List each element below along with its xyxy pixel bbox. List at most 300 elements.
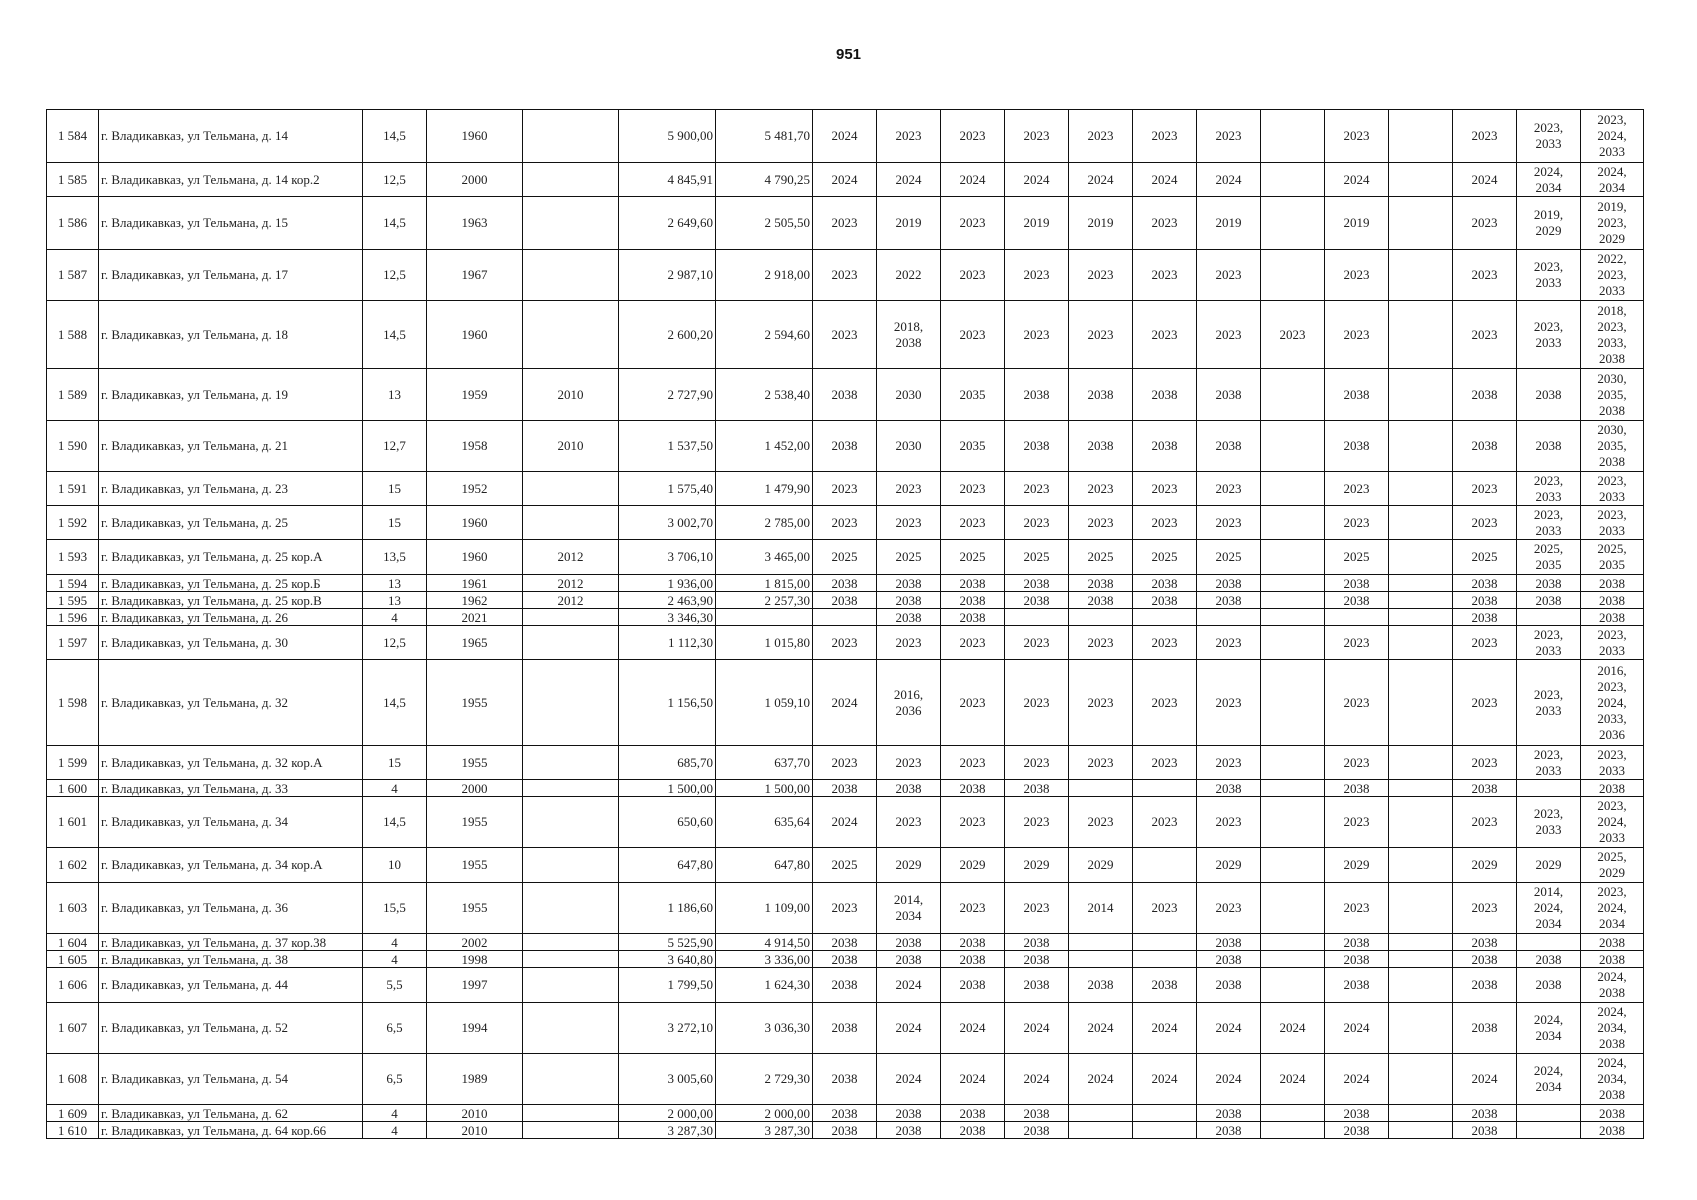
table-cell-c12 [1069, 1105, 1133, 1122]
table-cell-c5 [523, 301, 619, 369]
table-cell-number: 1 584 [47, 110, 99, 163]
table-cell-c20: 2038 [1581, 609, 1644, 626]
table-row [47, 421, 1644, 472]
table-cell-number: 1 608 [47, 1054, 99, 1105]
table-cell-c9: 2038 [877, 1122, 941, 1139]
table-cell-c15 [1261, 626, 1325, 660]
table-cell-c14: 2023 [1197, 660, 1261, 746]
table-cell-c3: 14,5 [363, 301, 427, 369]
table-cell-c10: 2025 [941, 540, 1005, 575]
table-cell-c20: 2022, 2023, 2033 [1581, 250, 1644, 301]
table-cell-c13: 2038 [1133, 575, 1197, 592]
table-cell-c15 [1261, 951, 1325, 968]
table-row [47, 780, 1644, 797]
table-cell-c13: 2038 [1133, 968, 1197, 1003]
table-cell-c11: 2023 [1005, 250, 1069, 301]
table-cell-c6: 5 525,90 [619, 934, 716, 951]
table-row [47, 746, 1644, 780]
table-cell-c19: 2023, 2033 [1517, 626, 1581, 660]
table-cell-c19: 2023, 2033 [1517, 250, 1581, 301]
table-cell-address: г. Владикавказ, ул Тельмана, д. 52 [99, 1003, 363, 1054]
table-cell-c12: 2023 [1069, 110, 1133, 163]
table-cell-c12: 2023 [1069, 626, 1133, 660]
table-cell-c18: 2023 [1453, 746, 1517, 780]
table-cell-c14: 2023 [1197, 301, 1261, 369]
table-cell-c6: 3 346,30 [619, 609, 716, 626]
table-cell-c3: 4 [363, 1122, 427, 1139]
table-cell-c3: 13 [363, 575, 427, 592]
table-cell-c6: 3 287,30 [619, 1122, 716, 1139]
table-cell-address: г. Владикавказ, ул Тельмана, д. 33 [99, 780, 363, 797]
table-cell-number: 1 600 [47, 780, 99, 797]
table-cell-c5 [523, 797, 619, 848]
table-cell-c11: 2038 [1005, 951, 1069, 968]
table-cell-c14: 2038 [1197, 575, 1261, 592]
table-cell-c4: 1989 [427, 1054, 523, 1105]
table-cell-c6: 2 987,10 [619, 250, 716, 301]
table-cell-c7: 1 059,10 [716, 660, 813, 746]
table-cell-c9: 2024 [877, 1003, 941, 1054]
table-cell-c13: 2023 [1133, 110, 1197, 163]
table-cell-number: 1 605 [47, 951, 99, 968]
table-cell-c19: 2024, 2034 [1517, 1003, 1581, 1054]
table-cell-address: г. Владикавказ, ул Тельмана, д. 18 [99, 301, 363, 369]
table-cell-c10: 2038 [941, 968, 1005, 1003]
table-cell-c17 [1389, 934, 1453, 951]
table-row [47, 609, 1644, 626]
table-cell-c4: 2000 [427, 780, 523, 797]
table-cell-c5 [523, 626, 619, 660]
table-cell-c19 [1517, 1105, 1581, 1122]
table-cell-c12: 2038 [1069, 592, 1133, 609]
table-cell-c13: 2038 [1133, 592, 1197, 609]
table-cell-address: г. Владикавказ, ул Тельмана, д. 25 кор.Б [99, 575, 363, 592]
table-cell-c15 [1261, 472, 1325, 506]
table-cell-c4: 1955 [427, 848, 523, 883]
table-cell-c12: 2023 [1069, 746, 1133, 780]
table-cell-c3: 14,5 [363, 660, 427, 746]
table-cell-c5 [523, 1122, 619, 1139]
table-cell-address: г. Владикавказ, ул Тельмана, д. 23 [99, 472, 363, 506]
table-cell-c5 [523, 746, 619, 780]
table-cell-c18: 2038 [1453, 951, 1517, 968]
table-cell-c14: 2038 [1197, 1122, 1261, 1139]
table-cell-c19 [1517, 934, 1581, 951]
table-cell-c13 [1133, 1105, 1197, 1122]
table-cell-c18: 2025 [1453, 540, 1517, 575]
table-cell-c19: 2024, 2034 [1517, 1054, 1581, 1105]
table-cell-c12: 2023 [1069, 660, 1133, 746]
table-cell-c9: 2023 [877, 110, 941, 163]
table-cell-c17 [1389, 1054, 1453, 1105]
table-cell-c10: 2038 [941, 780, 1005, 797]
table-row [47, 163, 1644, 197]
table-cell-c11: 2023 [1005, 472, 1069, 506]
table-cell-c20: 2023, 2024, 2033 [1581, 110, 1644, 163]
table-cell-number: 1 603 [47, 883, 99, 934]
table-cell-c6: 1 537,50 [619, 421, 716, 472]
table-row [47, 934, 1644, 951]
table-cell-c8: 2038 [813, 421, 877, 472]
table-cell-c14: 2024 [1197, 163, 1261, 197]
table-cell-c14: 2023 [1197, 250, 1261, 301]
table-cell-c10: 2023 [941, 660, 1005, 746]
table-cell-c6: 1 156,50 [619, 660, 716, 746]
table-cell-c6: 685,70 [619, 746, 716, 780]
table-cell-c10: 2023 [941, 506, 1005, 540]
table-cell-c4: 1998 [427, 951, 523, 968]
table-cell-c8: 2038 [813, 934, 877, 951]
table-cell-c16: 2038 [1325, 780, 1389, 797]
table-cell-c14: 2023 [1197, 110, 1261, 163]
table-cell-c12 [1069, 951, 1133, 968]
table-cell-c16: 2038 [1325, 951, 1389, 968]
table-cell-c18: 2023 [1453, 660, 1517, 746]
table-cell-c16: 2038 [1325, 1105, 1389, 1122]
table-cell-c7: 3 465,00 [716, 540, 813, 575]
table-cell-c19: 2023, 2033 [1517, 506, 1581, 540]
table-cell-c17 [1389, 848, 1453, 883]
table-cell-c5: 2012 [523, 540, 619, 575]
table-cell-c7: 1 500,00 [716, 780, 813, 797]
table-cell-c11: 2024 [1005, 163, 1069, 197]
table-body [47, 110, 1644, 1139]
table-cell-c12: 2023 [1069, 301, 1133, 369]
table-cell-c8: 2038 [813, 1003, 877, 1054]
table-cell-c13: 2023 [1133, 250, 1197, 301]
table-cell-c15 [1261, 506, 1325, 540]
table-cell-c9: 2025 [877, 540, 941, 575]
table-cell-c19 [1517, 609, 1581, 626]
table-cell-c6: 2 000,00 [619, 1105, 716, 1122]
table-cell-c6: 1 575,40 [619, 472, 716, 506]
table-cell-c19: 2019, 2029 [1517, 197, 1581, 250]
table-cell-c17 [1389, 951, 1453, 968]
table-cell-c20: 2019, 2023, 2029 [1581, 197, 1644, 250]
table-cell-c6: 5 900,00 [619, 110, 716, 163]
table-cell-c7: 635,64 [716, 797, 813, 848]
table-cell-c18: 2023 [1453, 883, 1517, 934]
table-row [47, 540, 1644, 575]
table-cell-c6: 650,60 [619, 797, 716, 848]
table-cell-c18: 2038 [1453, 369, 1517, 421]
table-cell-number: 1 596 [47, 609, 99, 626]
table-cell-c12: 2024 [1069, 1003, 1133, 1054]
table-cell-c7 [716, 609, 813, 626]
table-cell-c17 [1389, 421, 1453, 472]
table-cell-c18: 2038 [1453, 609, 1517, 626]
table-cell-c8: 2038 [813, 592, 877, 609]
table-cell-c17 [1389, 369, 1453, 421]
table-cell-c8: 2038 [813, 780, 877, 797]
table-cell-c5: 2012 [523, 592, 619, 609]
table-cell-c15 [1261, 592, 1325, 609]
table-cell-c19: 2023, 2033 [1517, 660, 1581, 746]
table-cell-address: г. Владикавказ, ул Тельмана, д. 54 [99, 1054, 363, 1105]
table-cell-c7: 1 109,00 [716, 883, 813, 934]
table-cell-c17 [1389, 575, 1453, 592]
table-cell-c8: 2038 [813, 968, 877, 1003]
table-row [47, 1003, 1644, 1054]
table-cell-c14: 2038 [1197, 421, 1261, 472]
table-cell-c6: 2 600,20 [619, 301, 716, 369]
page-number: 951 [835, 46, 862, 63]
table-cell-c18: 2023 [1453, 301, 1517, 369]
table-cell-c20: 2038 [1581, 780, 1644, 797]
table-cell-address: г. Владикавказ, ул Тельмана, д. 64 кор.66 [99, 1122, 363, 1139]
table-cell-c8: 2038 [813, 369, 877, 421]
table-cell-number: 1 601 [47, 797, 99, 848]
table-cell-c16: 2023 [1325, 506, 1389, 540]
table-cell-c20: 2025, 2029 [1581, 848, 1644, 883]
table-cell-c6: 2 463,90 [619, 592, 716, 609]
table-cell-c20: 2025, 2035 [1581, 540, 1644, 575]
table-cell-c7: 3 287,30 [716, 1122, 813, 1139]
table-cell-c12: 2038 [1069, 369, 1133, 421]
table-cell-c5 [523, 934, 619, 951]
table-cell-c15: 2023 [1261, 301, 1325, 369]
table-cell-c11: 2023 [1005, 660, 1069, 746]
table-cell-c4: 1955 [427, 797, 523, 848]
table-cell-c16: 2025 [1325, 540, 1389, 575]
table-cell-c20: 2024, 2034, 2038 [1581, 1003, 1644, 1054]
table-cell-c15 [1261, 575, 1325, 592]
table-cell-c12 [1069, 780, 1133, 797]
table-row [47, 369, 1644, 421]
table-cell-number: 1 595 [47, 592, 99, 609]
table-cell-c6: 2 649,60 [619, 197, 716, 250]
table-cell-c6: 4 845,91 [619, 163, 716, 197]
table-cell-c11: 2038 [1005, 369, 1069, 421]
table-cell-c19: 2038 [1517, 421, 1581, 472]
table-cell-c20: 2038 [1581, 592, 1644, 609]
table-cell-c9: 2038 [877, 609, 941, 626]
table-cell-c20: 2023, 2033 [1581, 506, 1644, 540]
table-cell-c8: 2023 [813, 883, 877, 934]
table-cell-c7: 1 479,90 [716, 472, 813, 506]
table-cell-c6: 1 799,50 [619, 968, 716, 1003]
table-cell-c3: 5,5 [363, 968, 427, 1003]
table-cell-c18: 2038 [1453, 934, 1517, 951]
table-cell-c17 [1389, 250, 1453, 301]
table-cell-c14: 2023 [1197, 472, 1261, 506]
table-cell-c3: 12,5 [363, 163, 427, 197]
table-cell-c10: 2023 [941, 883, 1005, 934]
table-cell-c4: 1962 [427, 592, 523, 609]
table-cell-c14: 2038 [1197, 592, 1261, 609]
table-cell-c6: 1 936,00 [619, 575, 716, 592]
table-cell-c8: 2023 [813, 197, 877, 250]
table-cell-c16: 2023 [1325, 110, 1389, 163]
table-cell-c9: 2024 [877, 1054, 941, 1105]
table-cell-c14: 2038 [1197, 780, 1261, 797]
table-cell-c13: 2024 [1133, 1003, 1197, 1054]
table-row [47, 575, 1644, 592]
table-cell-c5 [523, 1054, 619, 1105]
table-cell-c13: 2023 [1133, 883, 1197, 934]
table-cell-c13: 2023 [1133, 197, 1197, 250]
table-cell-c10: 2023 [941, 626, 1005, 660]
table-cell-c6: 1 112,30 [619, 626, 716, 660]
table-cell-c14: 2023 [1197, 626, 1261, 660]
table-cell-c13: 2023 [1133, 660, 1197, 746]
table-cell-address: г. Владикавказ, ул Тельмана, д. 25 [99, 506, 363, 540]
table-cell-c18: 2023 [1453, 797, 1517, 848]
table-cell-c16: 2038 [1325, 369, 1389, 421]
table-cell-c7: 2 000,00 [716, 1105, 813, 1122]
table-cell-c9: 2014, 2034 [877, 883, 941, 934]
table-cell-c4: 1967 [427, 250, 523, 301]
table-cell-c7: 2 785,00 [716, 506, 813, 540]
table-cell-number: 1 610 [47, 1122, 99, 1139]
table-cell-c7: 1 452,00 [716, 421, 813, 472]
table-cell-c3: 6,5 [363, 1003, 427, 1054]
table-cell-c12: 2029 [1069, 848, 1133, 883]
table-cell-c6: 647,80 [619, 848, 716, 883]
table-cell-c13: 2023 [1133, 472, 1197, 506]
table-cell-c15 [1261, 660, 1325, 746]
table-cell-c10: 2023 [941, 746, 1005, 780]
table-cell-c8: 2025 [813, 848, 877, 883]
table-cell-c9: 2023 [877, 797, 941, 848]
table-cell-c7: 2 505,50 [716, 197, 813, 250]
table-cell-c20: 2038 [1581, 934, 1644, 951]
table-cell-c17 [1389, 968, 1453, 1003]
table-cell-c15 [1261, 883, 1325, 934]
table-cell-c9: 2018, 2038 [877, 301, 941, 369]
table-row [47, 506, 1644, 540]
table-cell-c13: 2038 [1133, 421, 1197, 472]
table-cell-c10: 2038 [941, 609, 1005, 626]
table-cell-c9: 2023 [877, 506, 941, 540]
table-cell-c18: 2023 [1453, 626, 1517, 660]
table-cell-c18: 2023 [1453, 110, 1517, 163]
table-cell-c19: 2023, 2033 [1517, 746, 1581, 780]
table-cell-number: 1 607 [47, 1003, 99, 1054]
table-cell-number: 1 591 [47, 472, 99, 506]
table-cell-c14: 2023 [1197, 883, 1261, 934]
table-cell-c11: 2024 [1005, 1003, 1069, 1054]
table-cell-c20: 2024, 2038 [1581, 968, 1644, 1003]
table-row [47, 848, 1644, 883]
table-cell-c11: 2038 [1005, 421, 1069, 472]
table-cell-c9: 2023 [877, 626, 941, 660]
table-cell-c17 [1389, 506, 1453, 540]
table-cell-c15: 2024 [1261, 1054, 1325, 1105]
table-cell-c15 [1261, 1122, 1325, 1139]
table-cell-c13 [1133, 848, 1197, 883]
table-cell-c15 [1261, 369, 1325, 421]
table-cell-c17 [1389, 626, 1453, 660]
table-cell-c16: 2023 [1325, 472, 1389, 506]
table-cell-c5 [523, 609, 619, 626]
table-cell-c3: 12,5 [363, 626, 427, 660]
table-cell-c9: 2023 [877, 746, 941, 780]
table-cell-c16: 2019 [1325, 197, 1389, 250]
table-cell-address: г. Владикавказ, ул Тельмана, д. 32 кор.А [99, 746, 363, 780]
table-cell-c3: 15 [363, 506, 427, 540]
table-cell-c16: 2023 [1325, 301, 1389, 369]
table-cell-c10: 2024 [941, 163, 1005, 197]
table-cell-c11: 2023 [1005, 110, 1069, 163]
table-cell-c20: 2023, 2024, 2033 [1581, 797, 1644, 848]
table-cell-c9: 2023 [877, 472, 941, 506]
table-cell-c17 [1389, 197, 1453, 250]
table-cell-c11: 2038 [1005, 1105, 1069, 1122]
table-cell-c9: 2022 [877, 250, 941, 301]
table-cell-number: 1 593 [47, 540, 99, 575]
table-cell-c3: 13 [363, 592, 427, 609]
table-cell-c7: 1 815,00 [716, 575, 813, 592]
table-cell-c14: 2024 [1197, 1054, 1261, 1105]
table-cell-c5: 2012 [523, 575, 619, 592]
table-cell-c20: 2016, 2023, 2024, 2033, 2036 [1581, 660, 1644, 746]
table-cell-c19: 2025, 2035 [1517, 540, 1581, 575]
table-cell-c17 [1389, 301, 1453, 369]
table-row [47, 1054, 1644, 1105]
table-cell-c19: 2023, 2033 [1517, 301, 1581, 369]
table-cell-number: 1 587 [47, 250, 99, 301]
table-cell-c16: 2024 [1325, 1054, 1389, 1105]
table-cell-address: г. Владикавказ, ул Тельмана, д. 17 [99, 250, 363, 301]
table-cell-c20: 2023, 2033 [1581, 472, 1644, 506]
table-cell-c18: 2038 [1453, 1122, 1517, 1139]
table-cell-c20: 2023, 2033 [1581, 746, 1644, 780]
table-cell-c15 [1261, 934, 1325, 951]
table-cell-c4: 1958 [427, 421, 523, 472]
table-cell-c8: 2038 [813, 1105, 877, 1122]
table-cell-c19: 2023, 2033 [1517, 110, 1581, 163]
table-cell-c5 [523, 968, 619, 1003]
table-cell-c7: 637,70 [716, 746, 813, 780]
table-cell-c13: 2025 [1133, 540, 1197, 575]
table-cell-c15: 2024 [1261, 1003, 1325, 1054]
table-cell-c6: 3 640,80 [619, 951, 716, 968]
table-cell-number: 1 589 [47, 369, 99, 421]
table-cell-c10: 2038 [941, 1105, 1005, 1122]
table-cell-c20: 2023, 2033 [1581, 626, 1644, 660]
table-cell-c19: 2038 [1517, 968, 1581, 1003]
table-cell-c3: 15 [363, 472, 427, 506]
table-cell-c11: 2023 [1005, 301, 1069, 369]
table-cell-c12: 2014 [1069, 883, 1133, 934]
table-cell-c8: 2038 [813, 1122, 877, 1139]
table-cell-address: г. Владикавказ, ул Тельмана, д. 14 кор.2 [99, 163, 363, 197]
table-cell-c3: 4 [363, 1105, 427, 1122]
table-cell-c5 [523, 163, 619, 197]
table-cell-c18: 2038 [1453, 421, 1517, 472]
table-cell-c4: 2000 [427, 163, 523, 197]
table-cell-c16: 2038 [1325, 592, 1389, 609]
table-cell-c9: 2019 [877, 197, 941, 250]
table-cell-c10: 2038 [941, 934, 1005, 951]
table-cell-c16 [1325, 609, 1389, 626]
table-cell-c17 [1389, 797, 1453, 848]
table-cell-c11: 2038 [1005, 575, 1069, 592]
table-cell-c5 [523, 1105, 619, 1122]
table-cell-c10: 2023 [941, 472, 1005, 506]
table-cell-c4: 2002 [427, 934, 523, 951]
table-cell-c18: 2024 [1453, 163, 1517, 197]
table-cell-c3: 4 [363, 780, 427, 797]
table-cell-c13 [1133, 609, 1197, 626]
table-cell-c11: 2038 [1005, 1122, 1069, 1139]
table-cell-c4: 2010 [427, 1105, 523, 1122]
table-cell-number: 1 598 [47, 660, 99, 746]
table-cell-c20: 2024, 2034, 2038 [1581, 1054, 1644, 1105]
table-cell-c16: 2024 [1325, 1003, 1389, 1054]
table-cell-c11: 2029 [1005, 848, 1069, 883]
